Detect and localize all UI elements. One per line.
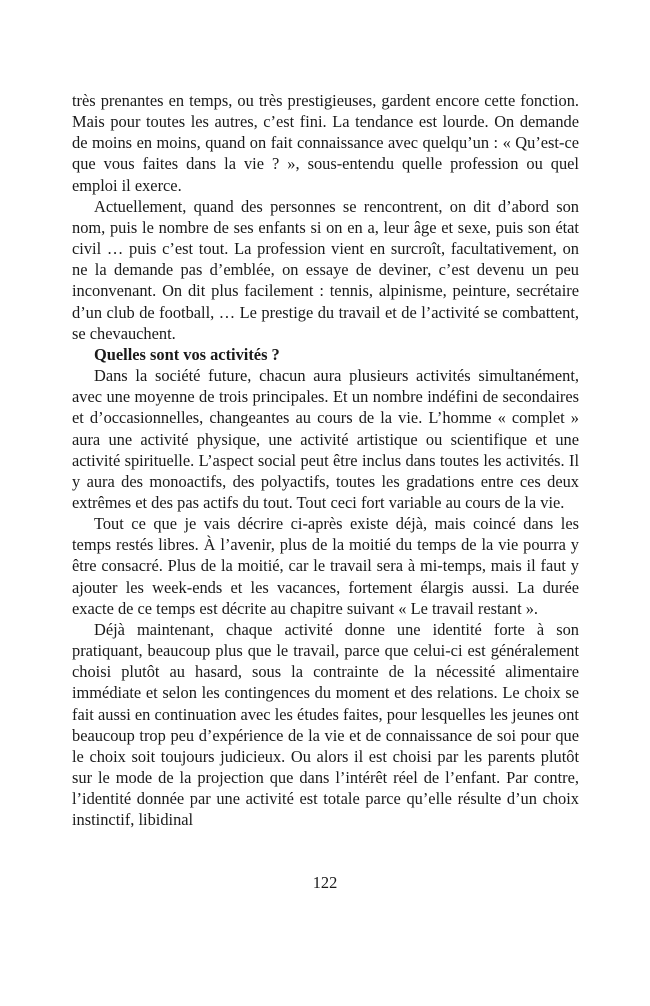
- paragraph-societe-future: Dans la société future, chacun aura plusieurs activités simultanément, avec une moyenne de trois principales. Et un nombre indéfini de secondaires et d’occasionnelles, changeantes au cours de la vie. L’homme « complet » aura une activité physique, une activité artistique ou scientifique et une activité spirituelle. L’aspect social peut être inclus dans toutes les activités. Il y aura des monoactifs, des polyactifs, toutes les gradations entre ces deux extrêmes et des pas actifs du tout. Tout ceci fort variable au cours de la vie.: [72, 366, 579, 512]
- paragraph-continuation: très prenantes en temps, ou très prestigieuses, gardent encore cette fonction. Mais pour toutes les autres, c’est fini. La tendance est lourde. On demande de moins en moins, quand on fait connaissance avec quelqu’un : « Qu’est-ce que vous faites dans la vie ? », sous-entendu quelle profession ou quel emploi il exerce.: [72, 91, 579, 195]
- section-heading: Quelles sont vos activités ?: [94, 344, 280, 364]
- page-body: [72, 90, 579, 830]
- paragraph-identite: Déjà maintenant, chaque activité donne une identité forte à son pratiquant, beaucoup plus que le travail, parce que celui-ci est généralement choisi plutôt au hasard, sous la contrainte de la nécessité alimentaire immédiate et selon les contingences du moment et des relations. Le choix se fait aussi en continuation avec les études faites, pour lesquelles les jeunes ont beaucoup trop peu d’expérience de la vie et de connaissance de soi pour que le choix soit toujours judicieux. Ou alors il est choisi par les parents plutôt sur le mode de la projection que dans l’intérêt réel de l’enfant. Par contre, l’identité donnée par une activité est totale parce qu’elle résulte d’un choix instinctif, libidinal: [72, 619, 579, 830]
- paragraph-temps-libres: Tout ce que je vais décrire ci-après existe déjà, mais coincé dans les temps restés libres. À l’avenir, plus de la moitié du temps de la vie pourra y être consacré. Plus de la moitié, car le travail sera à mi-temps, mais il faut y ajouter les week-ends et les vacances, fortement élargis aussi. La durée exacte de ce temps est décrite au chapitre suivant « Le travail restant ».: [72, 514, 579, 618]
- page-number: 122: [312, 873, 338, 892]
- paragraph-rencontres: Actuellement, quand des personnes se rencontrent, on dit d’abord son nom, puis le nombre de ses enfants si on en a, leur âge et sexe, puis son état civil … puis c’est tout. La profession vient en surcroît, facultativement, on ne la demande pas d’emblée, on essaye de deviner, c’est devenu un peu inconvenant. On dit plus facilement : tennis, alpinisme, peinture, secrétaire d’un club de football, … Le prestige du travail et de l’activité se combattent, se chevauchent.: [72, 196, 579, 343]
